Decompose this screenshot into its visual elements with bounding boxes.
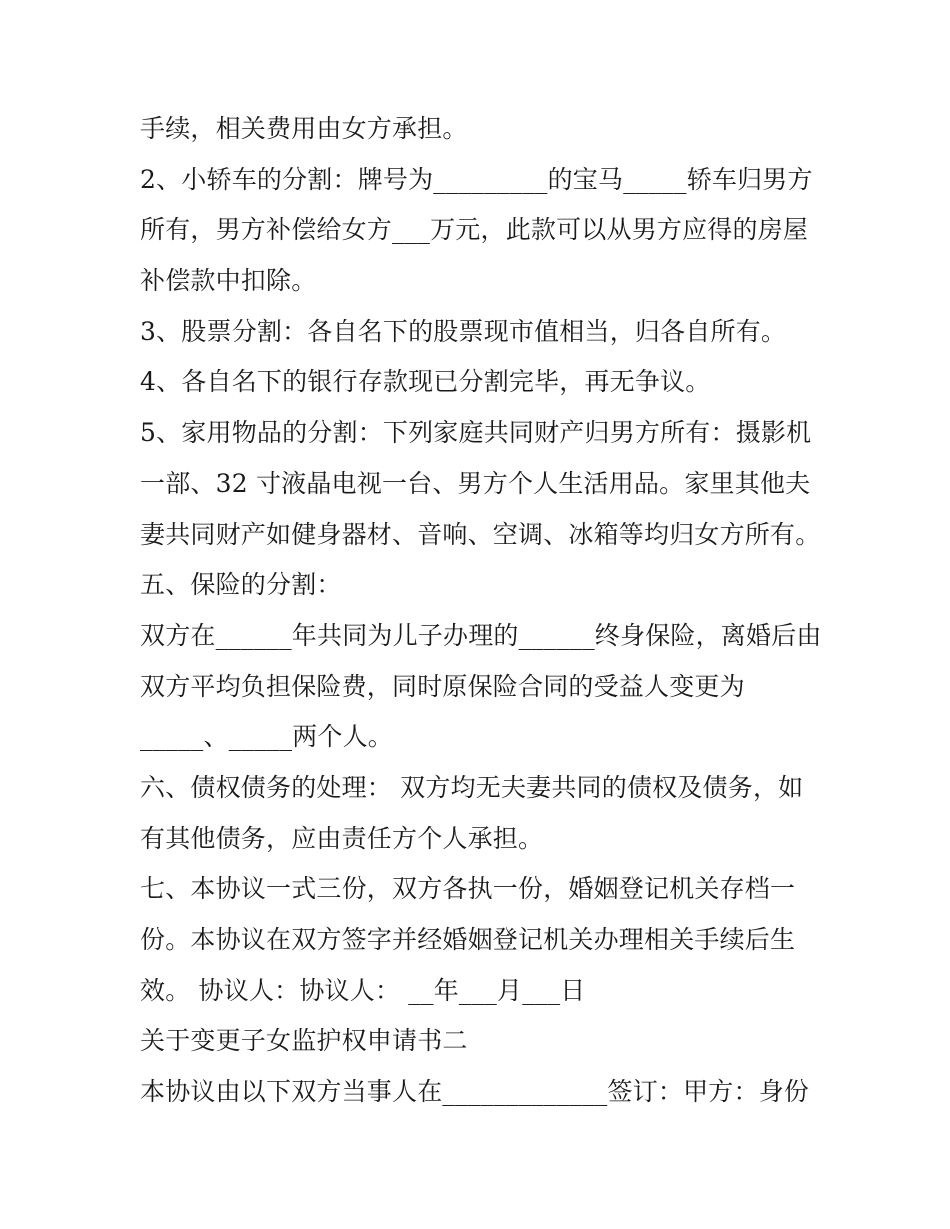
text-line: _____、_____两个人。 (140, 722, 394, 752)
text-line: 手续，相关费用由女方承担。 (140, 114, 468, 143)
text-line: 补偿款中扣除。 (140, 266, 317, 296)
text-line: 所有，男方补偿给女方___万元，此款可以从男方应得的房屋 (140, 215, 809, 245)
document-title: 关于变更子女监护权申请书二 (140, 1026, 468, 1056)
text-line: 4、各自名下的银行存款现已分割完毕，再无争议。 (140, 367, 711, 397)
document-body (140, 104, 820, 1118)
text-line: 双方在______年共同为儿子办理的______终身保险，离婚后由 (140, 620, 822, 650)
text-line: 2、小轿车的分割：牌号为_________的宝马_____轿车归男方 (140, 164, 813, 194)
text-line: 双方平均负担保险费，同时原保险合同的受益人变更为 (140, 671, 745, 701)
text-line: 份。本协议在双方签字并经婚姻登记机关办理相关手续后生 (140, 925, 796, 954)
text-line: 5、家用物品的分割：下列家庭共同财产归男方所有：摄影机 (140, 418, 812, 448)
section-heading: 七、本协议一式三份，双方各执一份，婚姻登记机关存档一 (140, 874, 796, 904)
text-line: 有其他债务，应由责任方个人承担。 (140, 823, 544, 853)
text-line: 一部、32 寸液晶电视一台、男方个人生活用品。家里其他夫 (140, 468, 811, 498)
section-heading: 五、保险的分割： (140, 570, 342, 600)
text-line: 3、股票分割：各自名下的股票现市值相当，归各自所有。 (140, 316, 787, 346)
text-line: 妻共同财产如健身器材、音响、空调、冰箱等均归女方所有。 (140, 519, 821, 549)
text-line: 本协议由以下双方当事人在_____________签订：甲方：身份 (140, 1077, 810, 1107)
section-heading: 六、债权债务的处理： 双方均无夫妻共同的债权及债务，如 (140, 772, 804, 802)
signature-line: 效。 协议人：协议人： __年___月___日 (140, 975, 586, 1005)
